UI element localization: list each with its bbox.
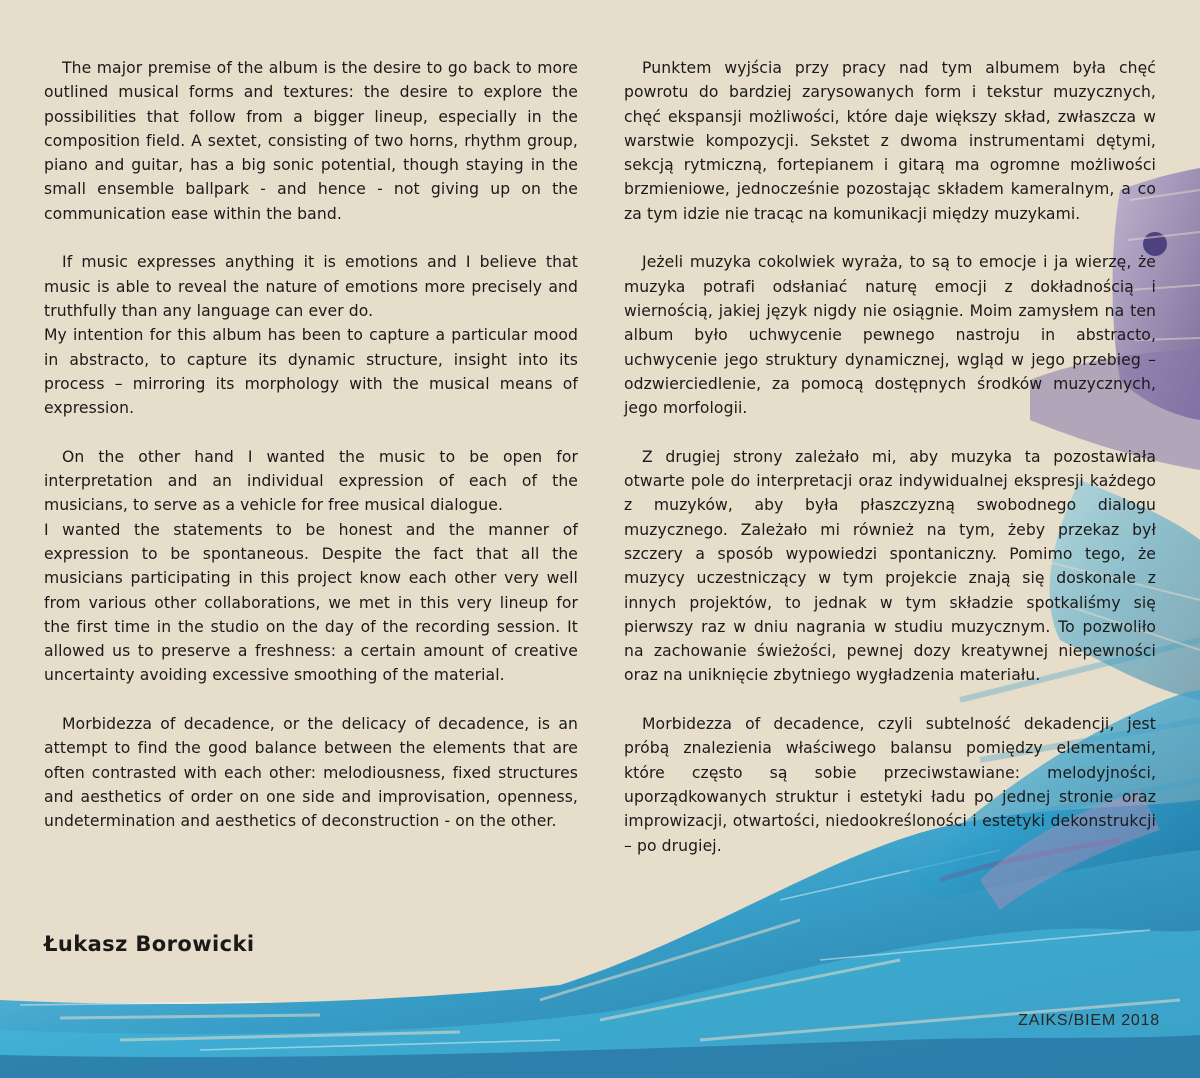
author-name: Łukasz Borowicki	[44, 932, 255, 956]
polish-text-column	[624, 56, 1156, 882]
paragraph: If music expresses anything it is emotions and I believe that music is able to reveal the nature of emotions more precisely and truthfully than any language can ever do.	[44, 253, 578, 320]
paragraph: Z drugiej strony zależało mi, aby muzyka ta pozostawiała otwarte pole do interpretacji oraz indywidualnej ekspresji każdego z muzyków, aby była płaszczyzną swobodnego dialogu muzycznego. Zależało mi również na tym, żeby przekaz był szczery a sposób wypowiedzi spontaniczny. Pomimo tego, że muzycy uczestniczący w tym projekcie znają się doskonale z innych projektów, to jednak w tym składzie spotkaliśmy się pierwszy raz w dniu nagrania w studiu muzycznym. To pozwoliło na zachowanie świeżości, pewnej dozy kreatywnej niepewności oraz na uniknięcie zbytniego wygładzenia materiału.	[624, 447, 1156, 685]
paragraph: The major premise of the album is the desire to go back to more outlined musical forms and textures: the desire to explore the possibilities that follow from a bigger lineup, especially in the composition field. A sextet, consisting of two horns, rhythm group, piano and guitar, has a big sonic potential, though staying in the small ensemble ballpark - and hence - not giving up on the communication ease within the band.	[44, 59, 578, 223]
paragraph: My intention for this album has been to capture a particular mood in abstracto, to capture its dynamic structure, insight into its process – mirroring its morphology with the musical means of expression.	[44, 326, 578, 418]
paragraph: On the other hand I wanted the music to be open for interpretation and an individual expression of each of the musicians, to serve as a vehicle for free musical dialogue.	[44, 447, 578, 515]
paragraph: Jeżeli muzyka cokolwiek wyraża, to są to emocje i ja wierzę, że muzyka potrafi odsłaniać naturę emocji z dokładnością i wiernością, jakiej język nigdy nie osiągnie. Moim zamysłem na ten album było uchwycenie pewnego nastroju in abstracto, uchwycenie jego struktury dynamicznej, wgląd w jego przebieg – odzwierciedlenie, za pomocą dostępnych środków muzycznych, jego morfologii.	[624, 253, 1156, 418]
paragraph: I wanted the statements to be honest and the manner of expression to be spontaneous. Despite the fact that all the musicians participating in this project know each other very well from various other collaborations, we met in this very lineup for the first time in the studio on the day of the recording session. It allowed us to preserve a freshness: a certain amount of creative uncertainty avoiding excessive smoothing of the material.	[44, 520, 578, 685]
copyright-notice: ZAIKS/BIEM 2018	[1018, 1012, 1160, 1029]
paragraph: Morbidezza of decadence, czyli subtelność dekadencji, jest próbą znalezienia właściwego balansu pomiędzy elementami, które często są sobie przeciwstawiane: melodyjności, uporządkowanych struktur i estetyki ładu po jednej stronie oraz improwizacji, otwartości, niedookreśloności i estetyki dekonstrukcji – po drugiej.	[624, 715, 1156, 855]
paragraph: Morbidezza of decadence, or the delicacy of decadence, is an attempt to find the good balance between the elements that are often contrasted with each other: melodiousness, fixed structures and aesthetics of order on one side and improvisation, openness, undetermination and aesthetics of deconstruction - on the other.	[44, 715, 578, 831]
english-text-column	[44, 56, 578, 858]
paragraph: Punktem wyjścia przy pracy nad tym albumem była chęć powrotu do bardziej zarysowanych form i tekstur muzycznych, chęć ekspansji możliwości, które daje większy skład, zwłaszcza w warstwie kompozycji. Sekstet z dwoma instrumentami dętymi, sekcją rytmiczną, fortepianem i gitarą ma ogromne możliwości brzmieniowe, jednocześnie pozostając składem kameralnym, a co za tym idzie nie tracąc na komunikacji między muzykami.	[624, 59, 1156, 223]
